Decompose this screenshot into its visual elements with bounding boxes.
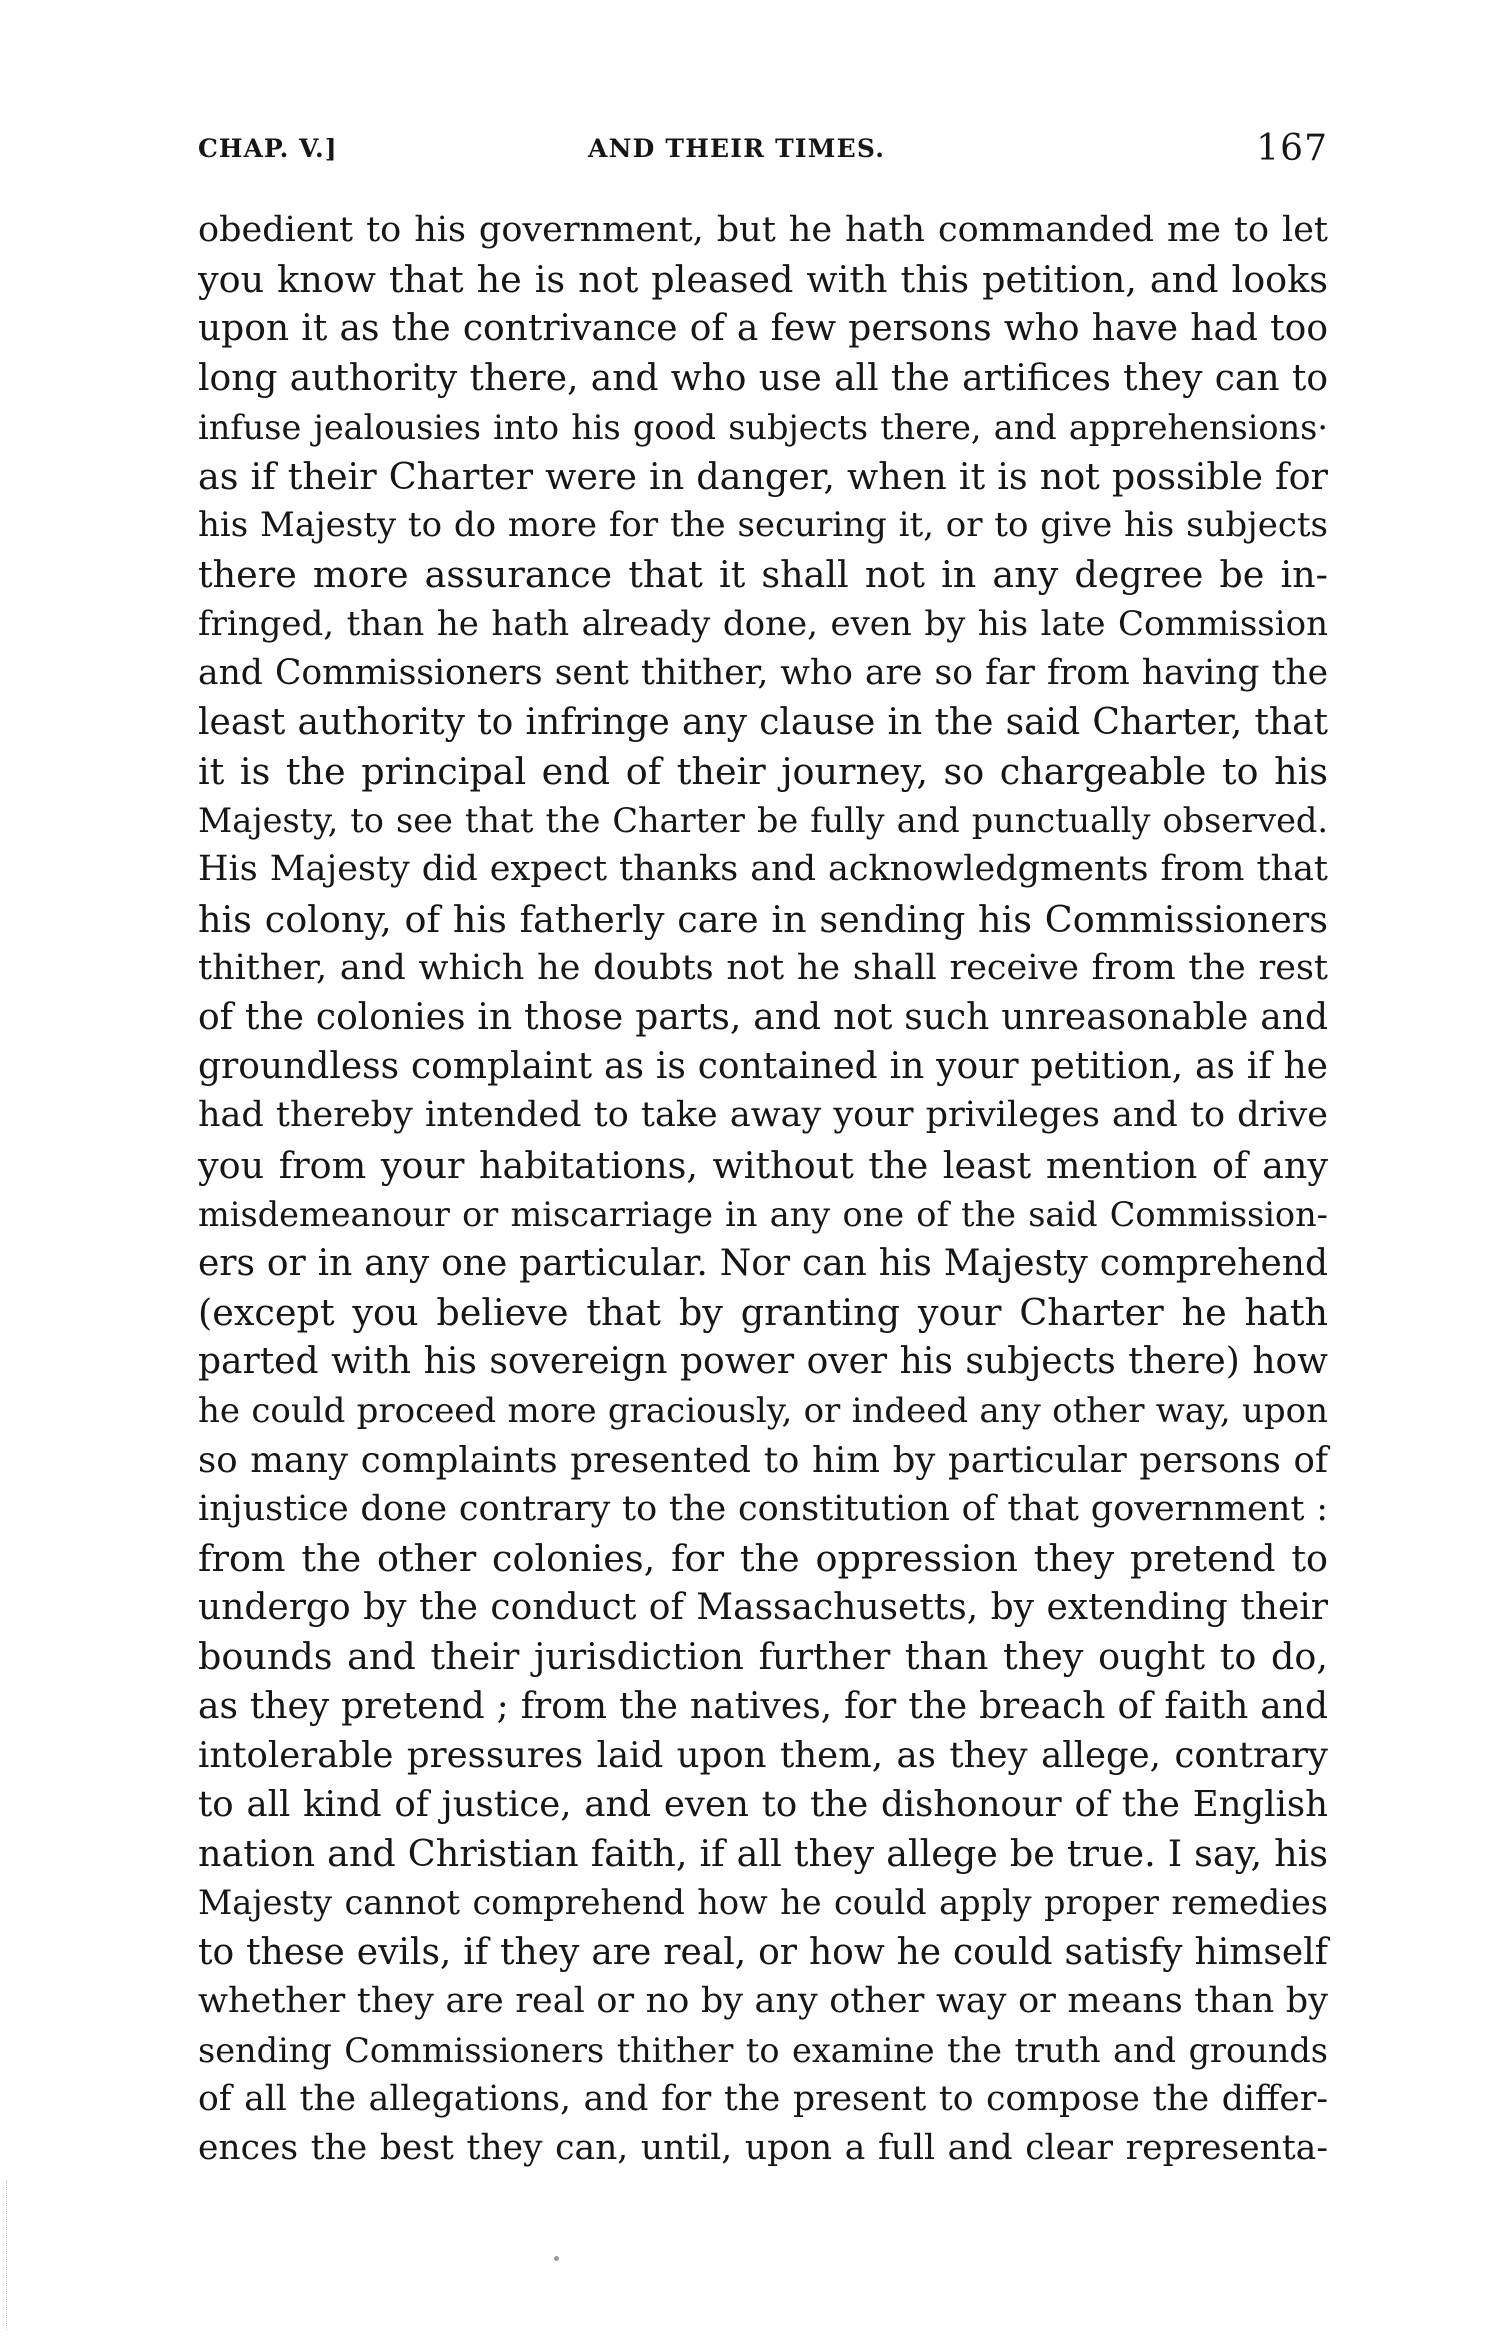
text-line: fringed, than he hath already done, even by his late Commission	[198, 603, 1328, 644]
text-line: of the colonies in those parts, and not such unreasonable and	[198, 997, 1328, 1038]
text-line: as they pretend ; from the natives, for the breach of faith and	[198, 1685, 1328, 1727]
text-line: he could proceed more graciously, or indeed any other way, upon	[198, 1390, 1328, 1431]
text-line: sending Commissioners thither to examine the truth and grounds	[198, 2030, 1328, 2070]
text-line: there more assurance that it shall not in any degree be in-	[198, 553, 1328, 597]
text-line: intolerable pressures laid upon them, as they allege, contrary	[198, 1734, 1328, 1776]
text-line: ers or in any one particular. Nor can his Majesty comprehend	[198, 1242, 1328, 1284]
text-line: injustice done contrary to the constitution of that government :	[198, 1488, 1328, 1529]
text-line: His Majesty did expect thanks and acknowledgments from that	[198, 849, 1328, 890]
text-line: to all kind of justice, and even to the dishonour of the English	[198, 1784, 1328, 1825]
text-line: of all the allegations, and for the present to compose the differ-	[198, 2079, 1328, 2120]
text-line: his colony, of his fatherly care in sending his Commissioners	[198, 897, 1328, 941]
running-head	[198, 128, 1328, 176]
text-line: whether they are real or no by any other way or means than by	[198, 1980, 1328, 2021]
text-line: his Majesty to do more for the securing it, or to give his subjects	[198, 505, 1328, 546]
text-line: misdemeanour or miscarriage in any one of the said Commission-	[198, 1194, 1328, 1234]
text-line: Majesty, to see that the Charter be fully and punctually observed.	[198, 801, 1328, 841]
text-line: to these evils, if they are real, or how he could satisfy himself	[198, 1931, 1328, 1973]
text-line: parted with his sovereign power over his subjects there) how	[198, 1341, 1328, 1383]
text-line: (except you believe that by granting your Charter he hath	[198, 1291, 1328, 1335]
running-title: AND THEIR TIMES.	[588, 134, 886, 163]
text-line: nation and Christian faith, if all they allege be true. I say, his	[198, 1832, 1328, 1876]
text-line: obedient to his government, but he hath commanded me to let	[198, 210, 1328, 250]
body-text	[198, 206, 1328, 2174]
scan-edge-marks	[6, 2180, 11, 2330]
page-number: 167	[1256, 128, 1328, 169]
chapter-label: CHAP. V.]	[198, 134, 338, 163]
text-line: as if their Charter were in danger, when it is not possible for	[198, 454, 1328, 498]
text-line: ences the best they can, until, upon a full and clear representa-	[198, 2128, 1328, 2169]
text-line: Majesty cannot comprehend how he could apply proper remedies	[198, 1883, 1328, 1923]
text-line: upon it as the contrivance of a few persons who have had too	[198, 308, 1328, 350]
paper-speck	[554, 2256, 559, 2261]
text-line: from the other colonies, for the oppression they pretend to	[198, 1537, 1328, 1581]
text-line: it is the principal end of their journey, so chargeable to his	[198, 750, 1328, 794]
text-line: infuse jealousies into his good subjects there, and apprehensions·	[198, 407, 1328, 447]
text-line: bounds and their jurisdiction further than they ought to do,	[198, 1635, 1328, 1679]
text-line: least authority to infringe any clause in the said Charter, that	[198, 701, 1328, 743]
text-line: you from your habitations, without the least mention of any	[198, 1143, 1328, 1187]
text-line: had thereby intended to take away your privileges and to drive	[198, 1095, 1328, 1136]
text-line: and Commissioners sent thither, who are so far from having the	[198, 652, 1328, 693]
text-line: thither, and which he doubts not he shall receive from the rest	[198, 947, 1328, 988]
text-line: so many complaints presented to him by particular persons of	[198, 1439, 1328, 1481]
text-line: long authority there, and who use all the artifices they can to	[198, 357, 1328, 399]
text-line: groundless complaint as is contained in your petition, as if he	[198, 1046, 1328, 1088]
text-line: undergo by the conduct of Massachusetts, by extending their	[198, 1587, 1328, 1629]
text-line: you know that he is not pleased with this petition, and looks	[198, 258, 1328, 302]
